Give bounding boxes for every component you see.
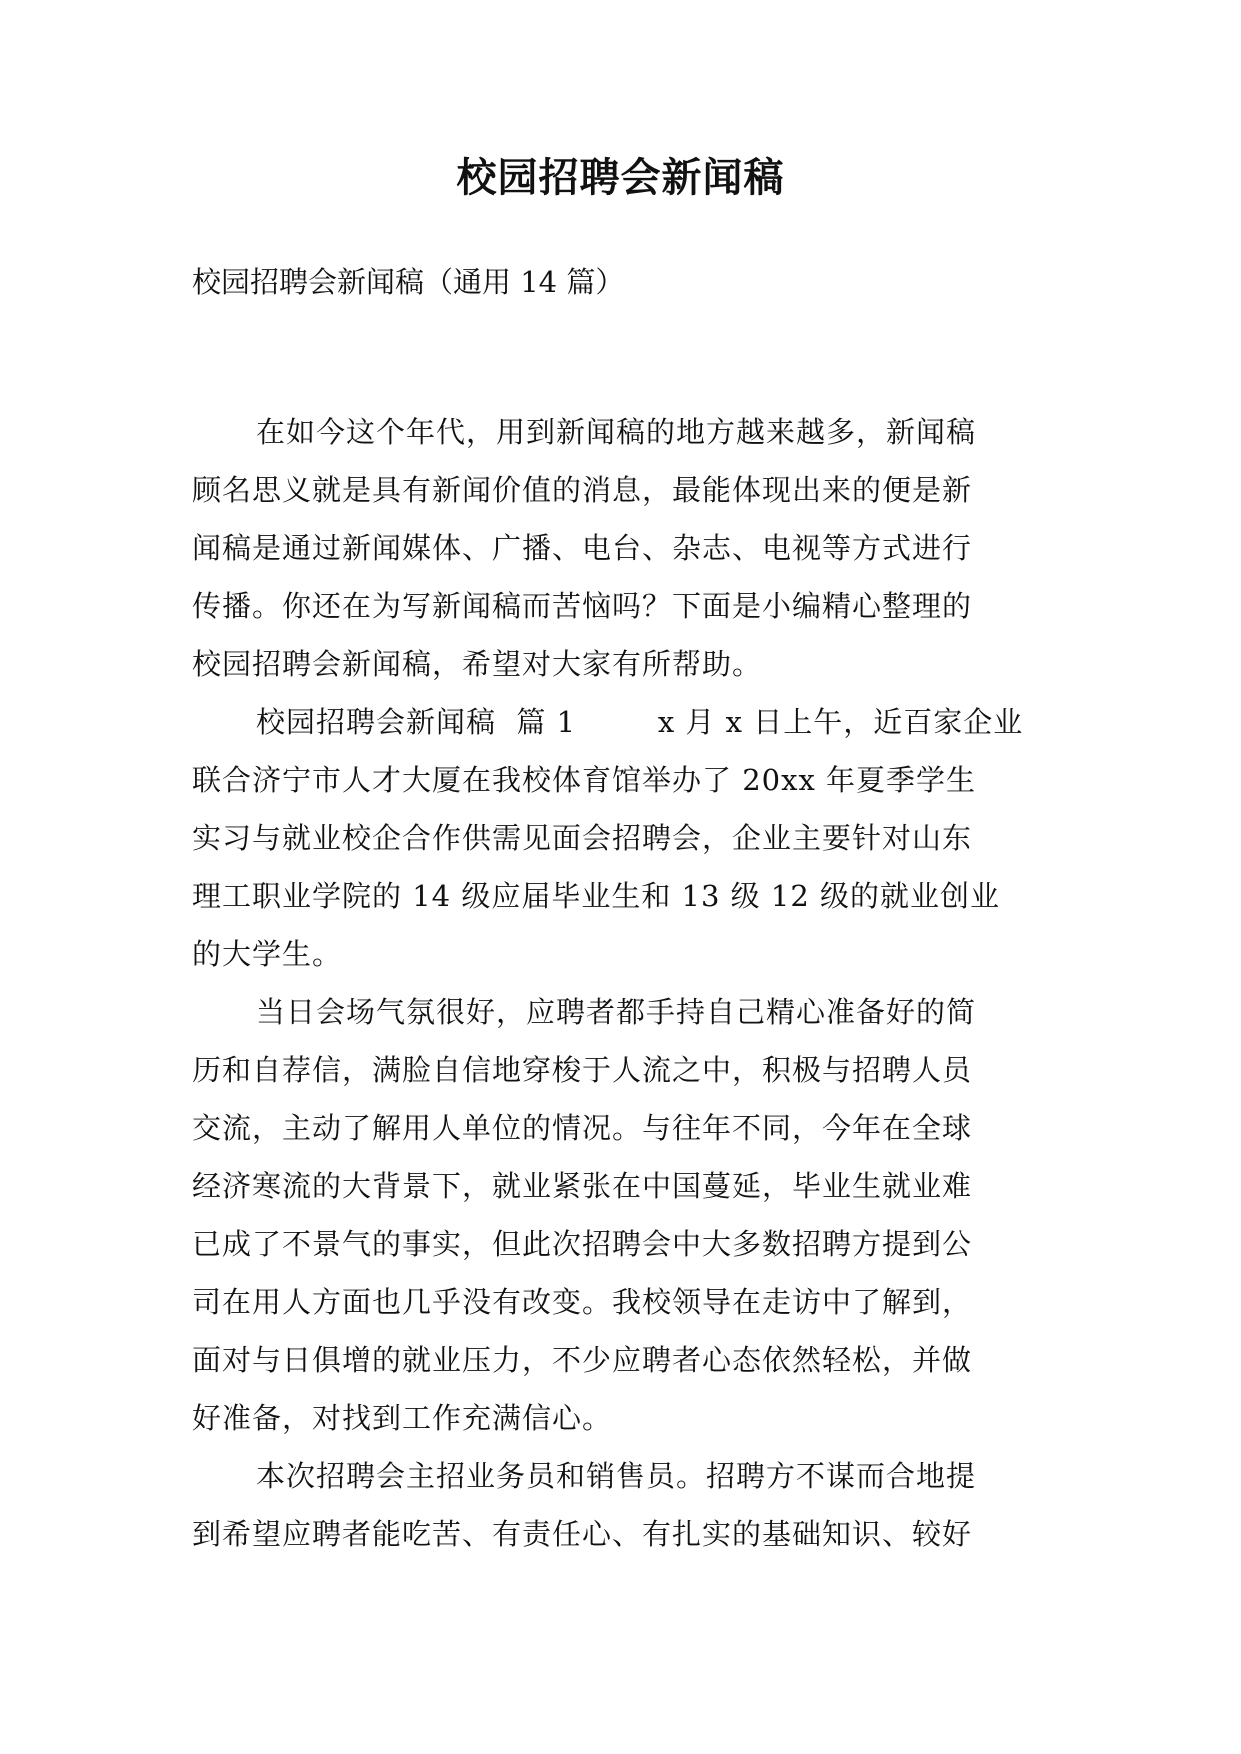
- paragraph-line: 司在用人方面也几乎没有改变。我校领导在走访中了解到，: [192, 1285, 973, 1319]
- document-title: 校园招聘会新闻稿: [456, 155, 785, 201]
- paragraph-line: 好准备，对找到工作充满信心。: [192, 1401, 613, 1435]
- paragraph-line: 已成了不景气的事实，但此次招聘会中大多数招聘方提到公: [192, 1227, 973, 1261]
- paragraph-line: 理工职业学院的 14 级应届毕业生和 13 级 12 级的就业创业: [192, 879, 1001, 913]
- paragraph-line: 面对与日俱增的就业压力，不少应聘者心态依然轻松，并做: [192, 1343, 973, 1377]
- document-subtitle: 校园招聘会新闻稿（通用 14 篇）: [192, 265, 625, 299]
- paragraph-line: 实习与就业校企合作供需见面会招聘会，企业主要针对山东: [192, 821, 973, 855]
- paragraph-line: 传播。你还在为写新闻稿而苦恼吗？下面是小编精心整理的: [192, 589, 973, 623]
- paragraph-line: 历和自荐信，满脸自信地穿梭于人流之中，积极与招聘人员: [192, 1053, 973, 1087]
- paragraph-line: 当日会场气氛很好，应聘者都手持自己精心准备好的简: [256, 995, 977, 1029]
- paragraph-line: 到希望应聘者能吃苦、有责任心、有扎实的基础知识、较好: [192, 1517, 973, 1551]
- paragraph-line: 交流，主动了解用人单位的情况。与往年不同，今年在全球: [192, 1111, 973, 1145]
- paragraph-line: 联合济宁市人才大厦在我校体育馆举办了 20xx 年夏季学生: [192, 763, 977, 797]
- paragraph-line: 经济寒流的大背景下，就业紧张在中国蔓延，毕业生就业难: [192, 1169, 973, 1203]
- paragraph-line: 校园招聘会新闻稿，希望对大家有所帮助。: [192, 647, 763, 681]
- paragraph-line: 本次招聘会主招业务员和销售员。招聘方不谋而合地提: [256, 1459, 977, 1493]
- paragraph-line: 的大学生。: [192, 937, 343, 971]
- paragraph-line: 校园招聘会新闻稿 篇 1 x 月 x 日上午，近百家企业: [256, 705, 1024, 739]
- paragraph-line: 闻稿是通过新闻媒体、广播、电台、杂志、电视等方式进行: [192, 531, 973, 565]
- paragraph-line: 顾名思义就是具有新闻价值的消息，最能体现出来的便是新: [192, 473, 973, 507]
- paragraph-line: 在如今这个年代，用到新闻稿的地方越来越多，新闻稿: [256, 415, 977, 449]
